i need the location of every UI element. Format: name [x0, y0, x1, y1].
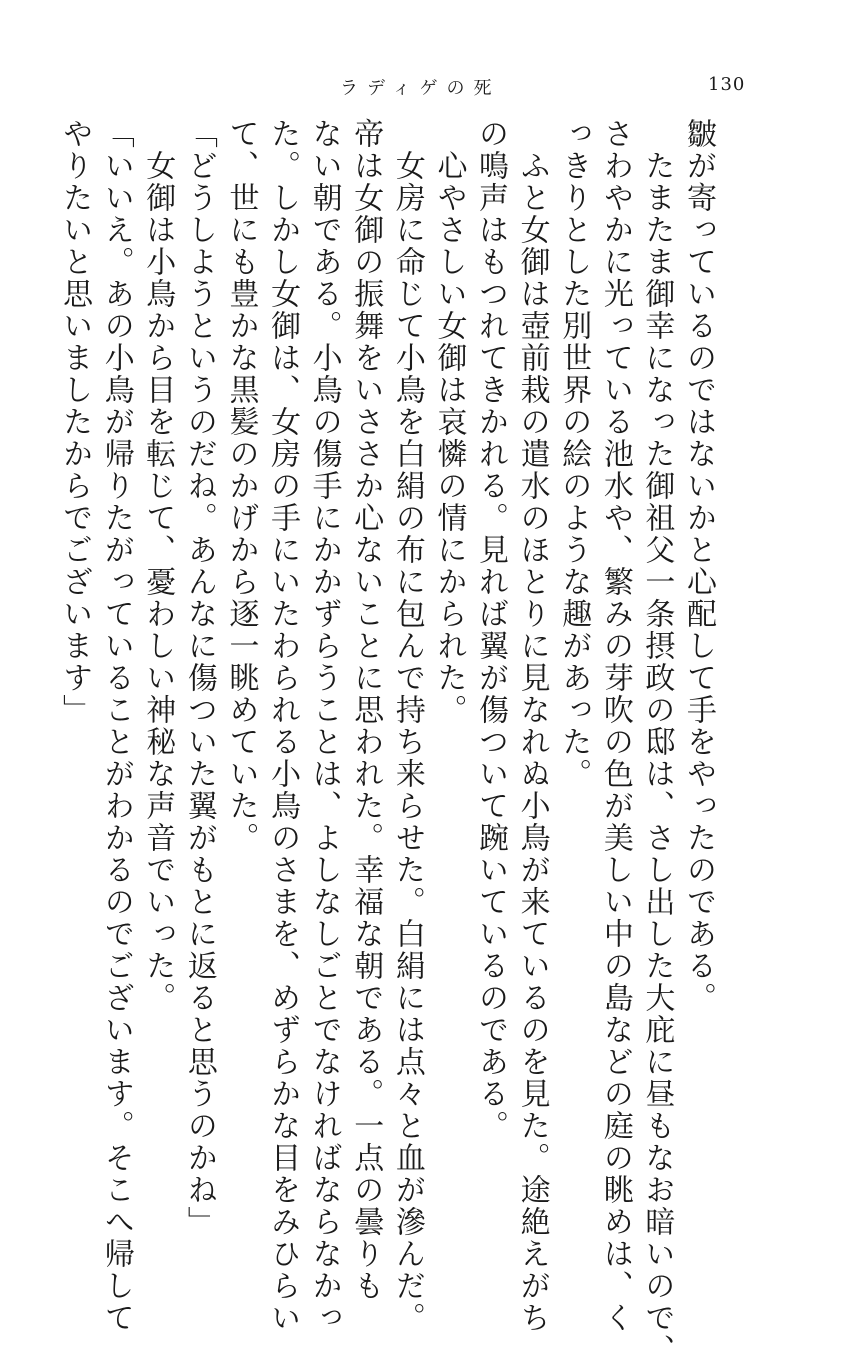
text-column-5: ふと女御は壺前栽の遣水のほとりに見なれぬ小鳥が来ているのを見た。途絶えがち	[514, 118, 550, 1334]
text-column-11: た。しかし女御は、女房の手にいたわられる小鳥のさまを、めずらかな目をみひらい	[265, 118, 301, 1334]
text-column-3: さわやかに光っている池水や、繁みの芽吹の色が美しい中の島などの庭の眺めは、く	[597, 118, 633, 1334]
running-head: ラディゲの死	[340, 78, 501, 99]
text-column-2: たまたま御幸になった御祖父一条摂政の邸は、さし出した大庇に昼もなお暗いので、	[639, 118, 675, 1366]
text-column-16: やりたいと思いましたからでございます」	[57, 118, 93, 726]
page-number: 130	[708, 74, 746, 95]
text-column-15: 「いいえ。あの小鳥が帰りたがっていることがわかるのでございます。そこへ帰して	[98, 118, 134, 1334]
text-column-12: て、世にも豊かな黒髪のかげから逐一眺めていた。	[223, 118, 259, 854]
text-column-9: 帝は女御の振舞をいささか心ないことに思われた。幸福な朝である。一点の曇りも	[348, 118, 384, 1302]
text-column-14: 女御は小鳥から目を転じて、憂わしい神秘な声音でいった。	[140, 118, 176, 1014]
text-column-8: 女房に命じて小鳥を白絹の布に包んで持ち来らせた。白絹には点々と血が滲んだ。	[389, 118, 425, 1334]
text-column-7: 心やさしい女御は哀憐の情にかられた。	[431, 118, 467, 726]
text-column-4: っきりとした別世界の絵のような趣があった。	[556, 118, 592, 790]
text-column-1: 皺が寄っているのではないかと心配して手をやったのである。	[681, 118, 716, 1014]
text-column-6: の鳴声はもつれてきかれる。見れば翼が傷ついて踠いているのである。	[473, 118, 509, 1142]
body-text	[54, 118, 720, 1366]
text-column-13: 「どうしようというのだね。あんなに傷ついた翼がもとに返ると思うのかね」	[181, 118, 217, 1238]
text-column-10: ない朝である。小鳥の傷手にかかずらうことは、よしなしごとでなければならなかっ	[306, 118, 342, 1334]
